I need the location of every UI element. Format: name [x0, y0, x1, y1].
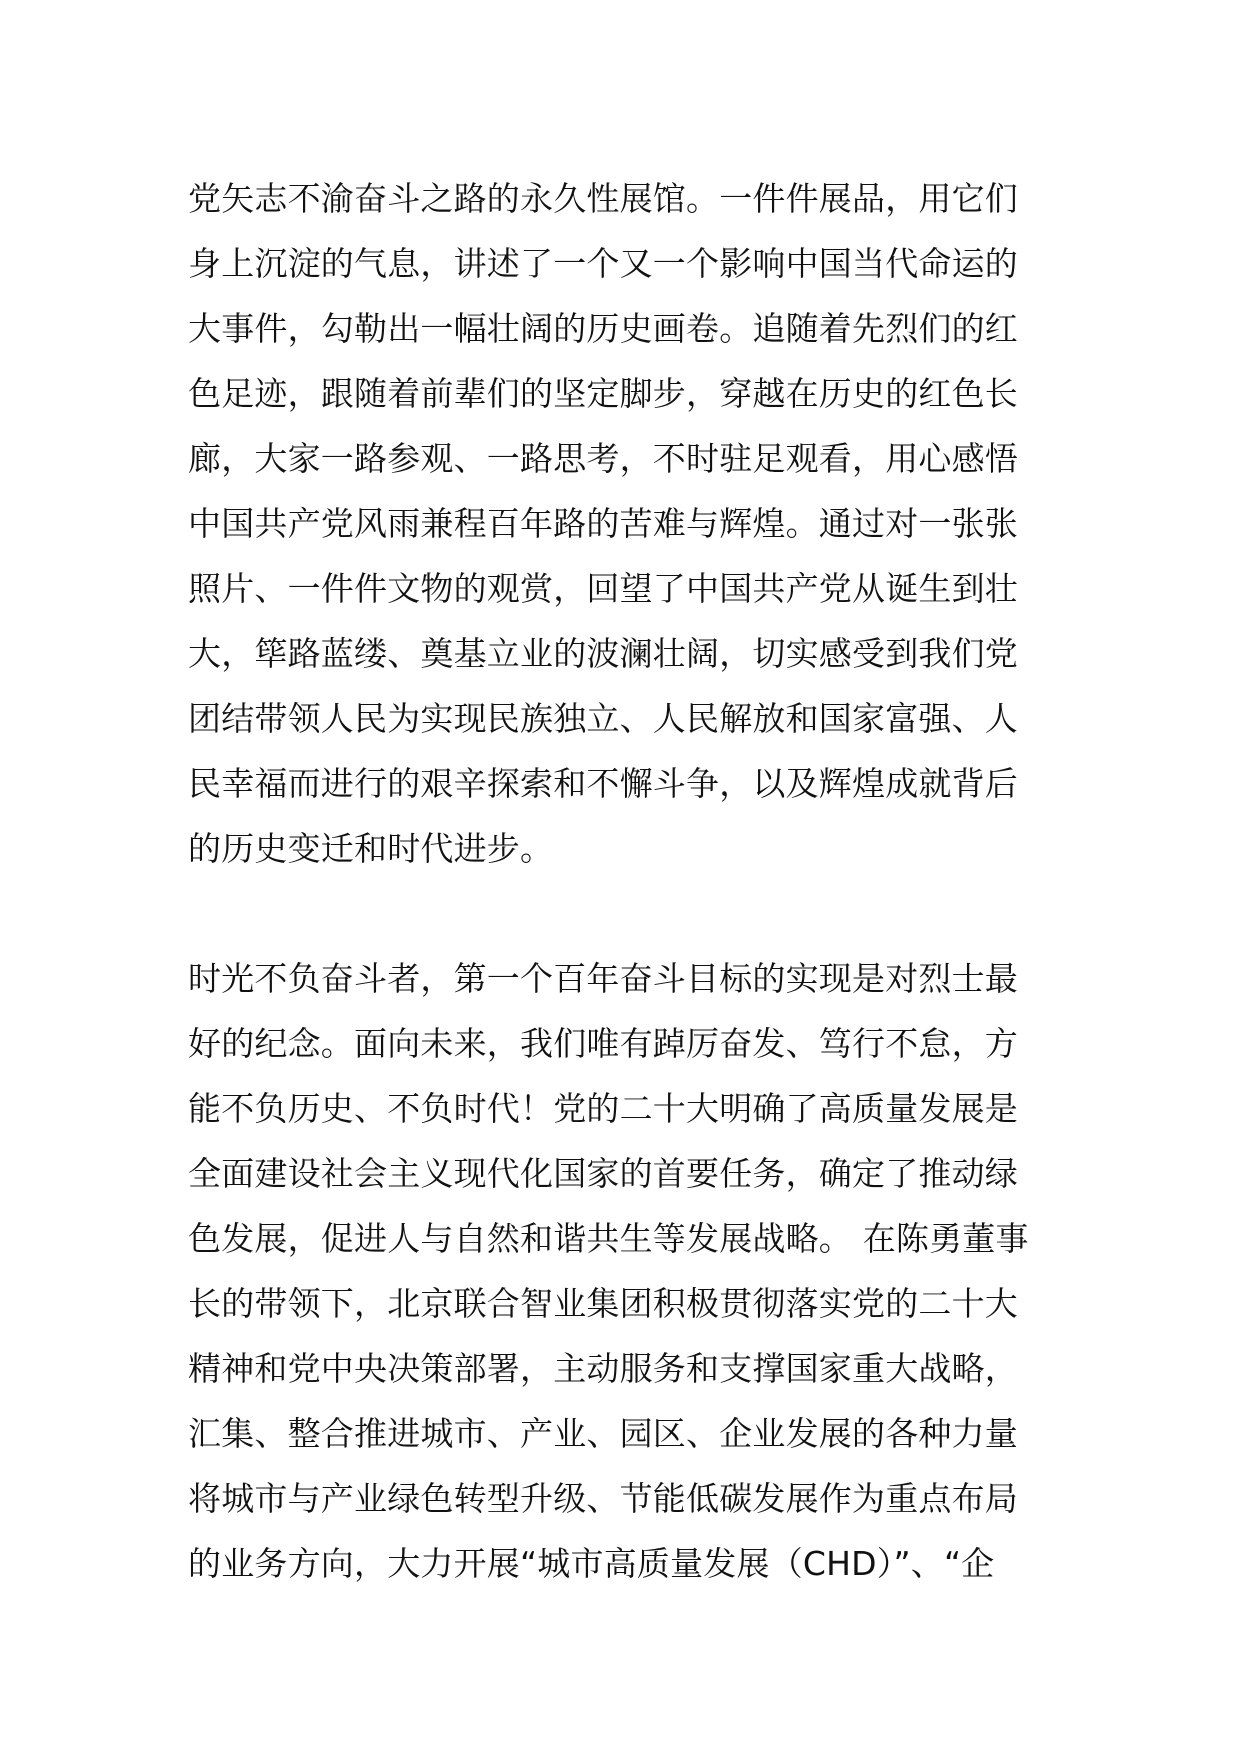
text-line: 全面建设社会主义现代化国家的首要任务，确定了推动绿 [188, 1154, 1018, 1193]
text-line: 汇集、整合推进城市、产业、园区、企业发展的各种力量 [188, 1414, 1018, 1453]
text-line: 将城市与产业绿色转型升级、节能低碳发展作为重点布局 [188, 1479, 1018, 1518]
text-line: 身上沉淀的气息，讲述了一个又一个影响中国当代命运的 [188, 244, 1018, 283]
paragraph-2 [188, 946, 1068, 1596]
text-line: 民幸福而进行的艰辛探索和不懈斗争，以及辉煌成就背后 [188, 764, 1018, 803]
text-line: 的业务方向，大力开展“城市高质量发展（CHD）”、“企 [188, 1544, 995, 1583]
text-line: 好的纪念。面向未来，我们唯有踔厉奋发、笃行不怠，方 [188, 1024, 1018, 1063]
text-line: 廊，大家一路参观、一路思考，不时驻足观看，用心感悟 [188, 439, 1018, 478]
text-line: 党矢志不渝奋斗之路的永久性展馆。一件件展品，用它们 [188, 179, 1018, 218]
paragraph-1 [188, 166, 1068, 881]
text-line: 色发展，促进人与自然和谐共生等发展战略。 在陈勇董事 [188, 1219, 1029, 1258]
text-line: 大事件，勾勒出一幅壮阔的历史画卷。追随着先烈们的红 [188, 309, 1018, 348]
text-line: 时光不负奋斗者，第一个百年奋斗目标的实现是对烈士最 [188, 959, 1018, 998]
text-line: 色足迹，跟随着前辈们的坚定脚步，穿越在历史的红色长 [188, 374, 1018, 413]
text-line: 团结带领人民为实现民族独立、人民解放和国家富强、人 [188, 699, 1018, 738]
text-line: 能不负历史、不负时代！党的二十大明确了高质量发展是 [188, 1089, 1018, 1128]
text-line: 的历史变迁和时代进步。 [188, 829, 554, 868]
text-line: 中国共产党风雨兼程百年路的苦难与辉煌。通过对一张张 [188, 504, 1018, 543]
text-line: 大，筚路蓝缕、奠基立业的波澜壮阔，切实感受到我们党 [188, 634, 1018, 673]
text-line: 照片、一件件文物的观赏，回望了中国共产党从诞生到壮 [188, 569, 1018, 608]
text-line: 精神和党中央决策部署，主动服务和支撑国家重大战略， [188, 1349, 1018, 1388]
text-line: 长的带领下，北京联合智业集团积极贯彻落实党的二十大 [188, 1284, 1018, 1323]
